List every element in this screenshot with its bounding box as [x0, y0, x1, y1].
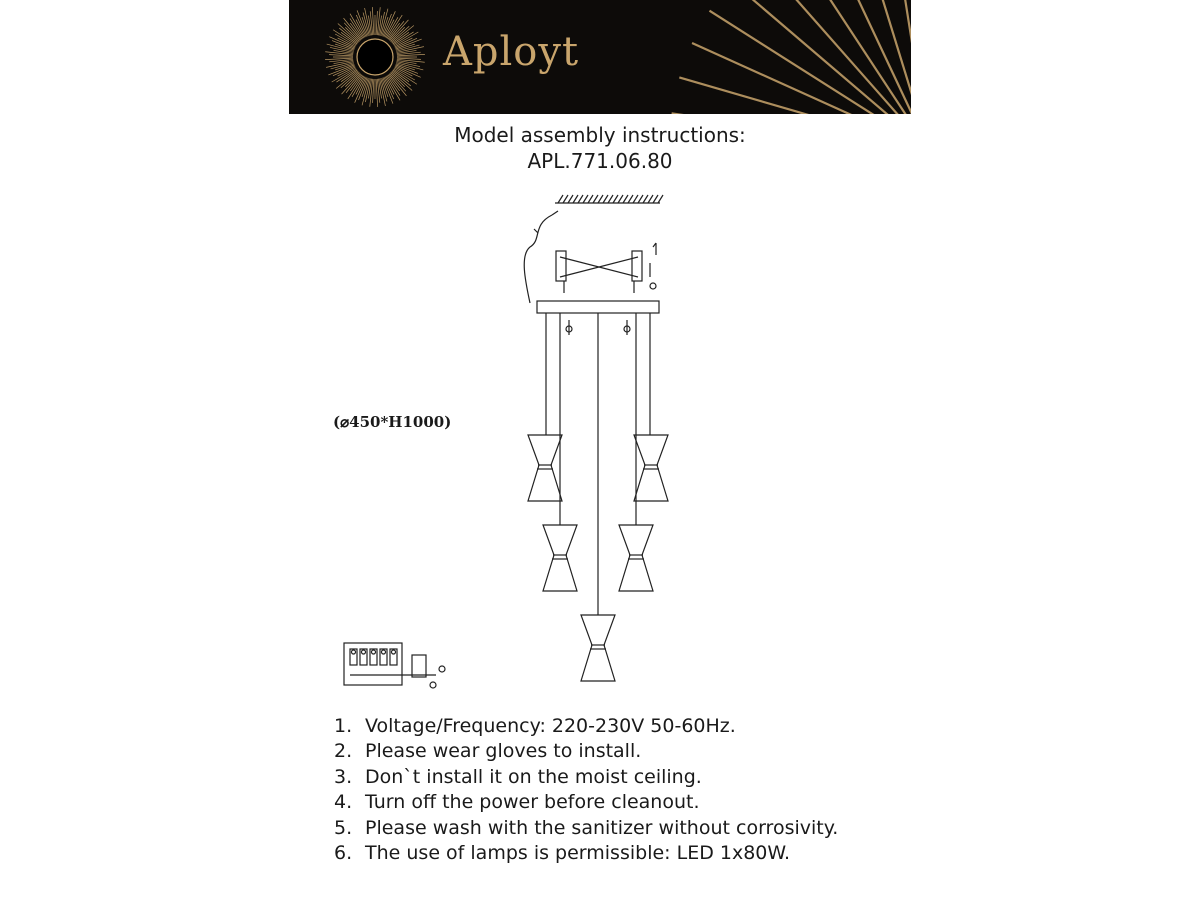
pendant-shade-icon	[543, 525, 577, 591]
assembly-diagram	[320, 185, 700, 695]
model-number: APL.771.06.80	[527, 149, 673, 173]
dimensions-label: (⌀450*H1000)	[333, 413, 452, 431]
mounting-bracket-icon	[524, 211, 656, 303]
canopy-icon	[537, 301, 659, 313]
sunburst-logo-icon	[289, 0, 911, 114]
earth-icon	[430, 682, 436, 688]
brand-banner	[289, 0, 911, 114]
pendant-shade-icon	[619, 525, 653, 591]
list-item: 4. Turn off the power before cleanout.	[334, 791, 700, 814]
terminal-block-icon	[344, 643, 445, 688]
ceiling-hatch-icon	[555, 195, 663, 203]
instructions-list	[334, 714, 838, 866]
list-item: 1. Voltage/Frequency: 220-230V 50-60Hz.	[334, 715, 736, 737]
list-item: 3. Don`t install it on the moist ceiling.	[334, 765, 702, 788]
pendant-shade-icon	[634, 435, 668, 501]
list-item: 2. Please wear gloves to install.	[334, 740, 642, 763]
pendant-shade-icon	[581, 615, 615, 681]
pendant-shade-icon	[528, 435, 562, 501]
list-item: 6. The use of lamps is permissible: LED 1x80W.	[334, 842, 791, 865]
list-item: 5. Please wash with the sanitizer without corrosivity.	[334, 816, 839, 839]
page-title: Model assembly instructions:	[454, 123, 746, 147]
brand-name: Aployt	[443, 29, 580, 75]
